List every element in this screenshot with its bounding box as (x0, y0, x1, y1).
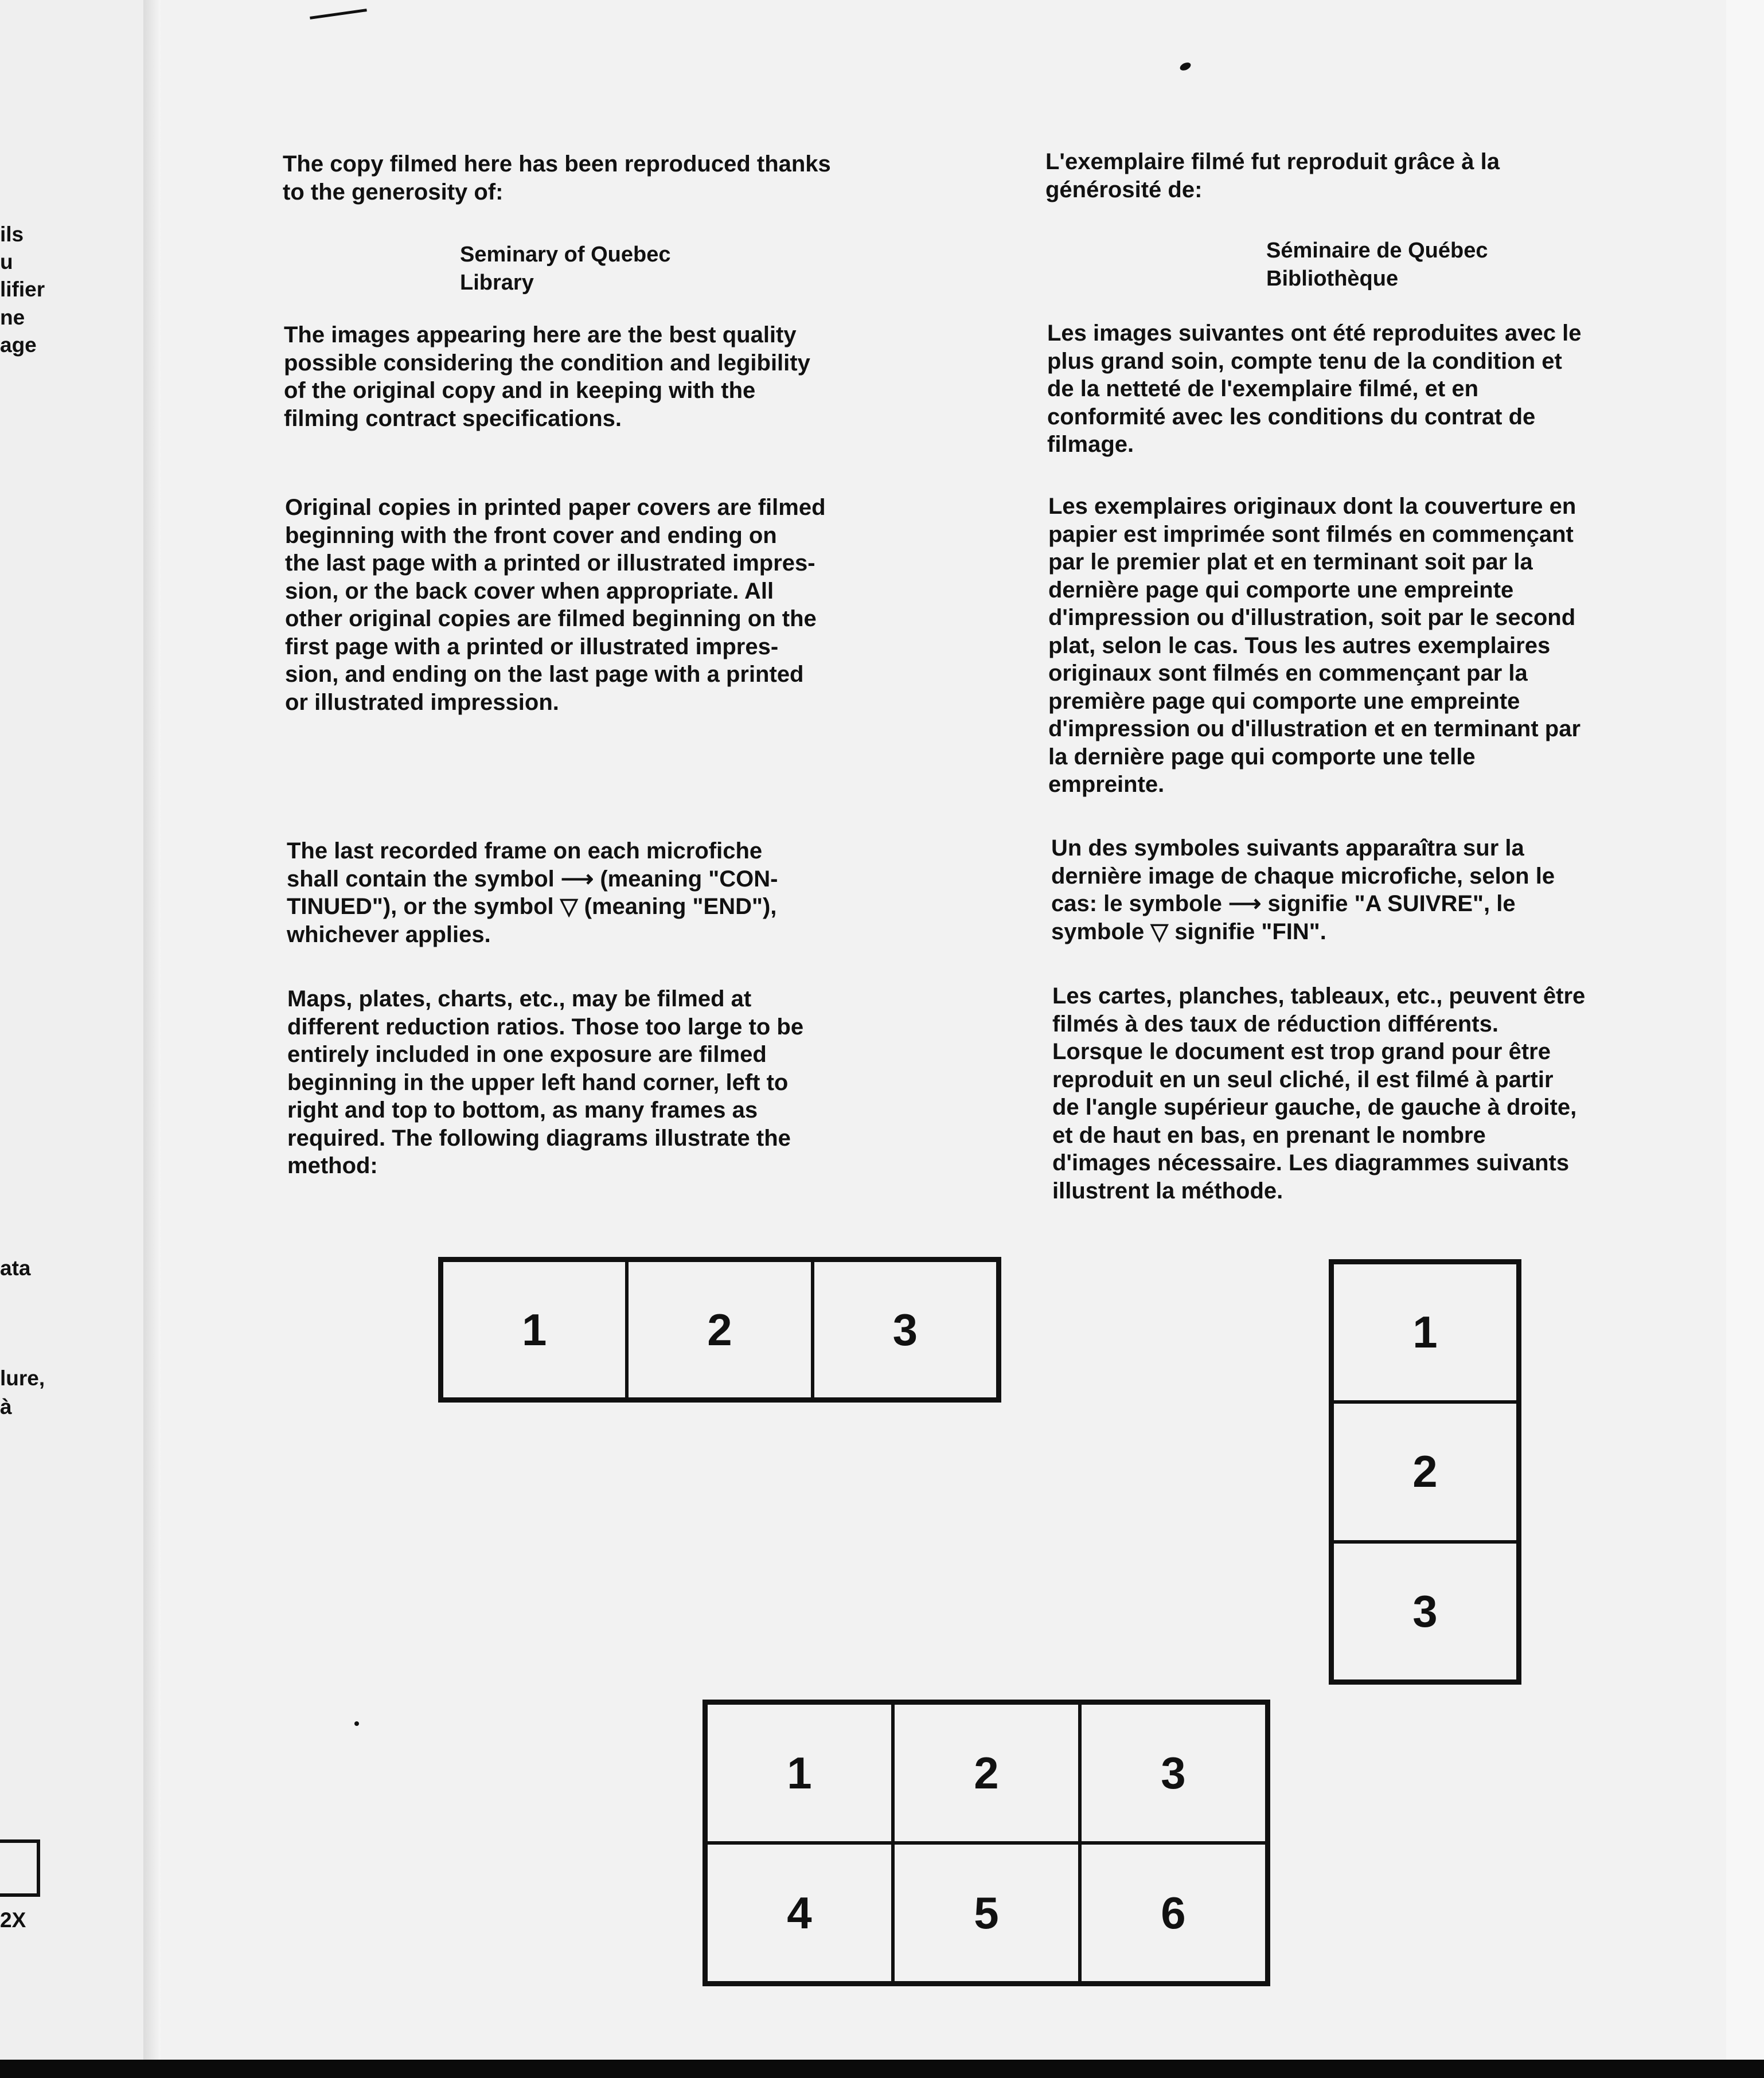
fragment-box (0, 1839, 40, 1897)
frame-cell: 6 (1080, 1843, 1267, 1983)
frame-cell: 4 (706, 1843, 893, 1983)
page-edge (1726, 0, 1764, 2060)
scan-mark (310, 9, 367, 19)
english-covers: Original copies in printed paper covers are filmed beginning with the front cover and ending on the last page with a printed or illustrated impres- sion, or the back cover when appropriate. All other original copies are filmed beginning on the first page with a printed or illustrated impres- sion, and ending on the last page with a printed or illustrated impression. (285, 495, 826, 715)
fragment-text: ne (0, 306, 25, 329)
fragment-text: ata (0, 1256, 31, 1280)
french-thanks: L'exemplaire filmé fut reproduit grâce à la générosité de: (1045, 149, 1500, 202)
english-institution: Seminary of Quebec Library (460, 243, 671, 295)
frame-cell: 1 (442, 1260, 627, 1399)
frame-cell: 5 (893, 1843, 1080, 1983)
diagram-grid (703, 1700, 1270, 1986)
french-symbols: Un des symboles suivants apparaîtra sur la dernière image de chaque microfiche, selon le cas: le symbole ⟶ signifie "A SUIVRE", le symbole ▽ signifie "FIN". (1051, 835, 1555, 944)
diagram-horizontal (438, 1257, 1001, 1403)
frame-cell: 3 (1080, 1703, 1267, 1843)
english-thanks: The copy filmed here has been reproduced thanks to the generosity of: (283, 151, 831, 205)
frame-cell: 3 (813, 1260, 998, 1399)
page-gutter (143, 0, 161, 2060)
fragment-text: ils (0, 222, 24, 246)
frame-cell: 1 (1332, 1263, 1518, 1402)
frame-cell: 3 (1332, 1542, 1518, 1681)
fragment-text: à (0, 1395, 12, 1419)
english-symbols: The last recorded frame on each microfiche shall contain the symbol ⟶ (meaning "CON- TINUED"), or the symbol ▽ (meaning "END"), whichever applies. (287, 838, 778, 947)
frame-cell: 2 (893, 1703, 1080, 1843)
diagram-vertical (1329, 1259, 1521, 1685)
frame-cell: 1 (706, 1703, 893, 1843)
fragment-text: lifier (0, 278, 45, 301)
english-quality: The images appearing here are the best quality possible considering the condition and legibility of the original copy and in keeping with the filming contract specifications. (284, 322, 810, 431)
filming-notice-page (161, 0, 1726, 2060)
french-maps: Les cartes, planches, tableaux, etc., peuvent être filmés à des taux de réduction différents. Lorsque le document est trop grand pour être reproduit en un seul cliché, il est filmé à partir de l'angle supérieur gauche, de gauche à droite, et de haut en bas, en prenant le nombre d'images nécessaire. Les diagrammes suivants illustrent la méthode. (1052, 983, 1586, 1204)
frame-cell: 2 (1332, 1402, 1518, 1541)
scan-border (0, 2060, 1764, 2078)
french-covers: Les exemplaires originaux dont la couverture en papier est imprimée sont filmés en commençant par le premier plat et en terminant soit par la dernière page qui comporte une empreinte d'impression ou d'illustration, soit par le second plat, selon le cas. Tous les autres exemplaires originaux sont filmés en commençant par la première page qui comporte une empreinte d'impression ou d'illustration et en terminant par la dernière page qui comporte une telle empreinte. (1048, 494, 1581, 797)
scan-mark (1178, 61, 1192, 72)
french-institution: Séminaire de Québec Bibliothèque (1266, 239, 1488, 291)
frame-cell: 2 (627, 1260, 812, 1399)
fragment-text: lure, (0, 1366, 45, 1390)
scan-mark (354, 1721, 359, 1726)
fragment-text: age (0, 333, 37, 357)
english-maps: Maps, plates, charts, etc., may be filmed at different reduction ratios. Those too large to be entirely included in one exposure are filmed beginning in the upper left hand corner, left to right and top to bottom, as many frames as required. The following diagrams illustrate the method: (287, 986, 804, 1178)
adjacent-page-fragment (0, 0, 143, 2060)
french-quality: Les images suivantes ont été reproduites avec le plus grand soin, compte tenu de la condition et de la netteté de l'exemplaire filmé, et en conformité avec les conditions du contrat de filmage. (1047, 321, 1582, 457)
fragment-label: 2X (0, 1908, 26, 1932)
fragment-text: u (0, 250, 13, 274)
